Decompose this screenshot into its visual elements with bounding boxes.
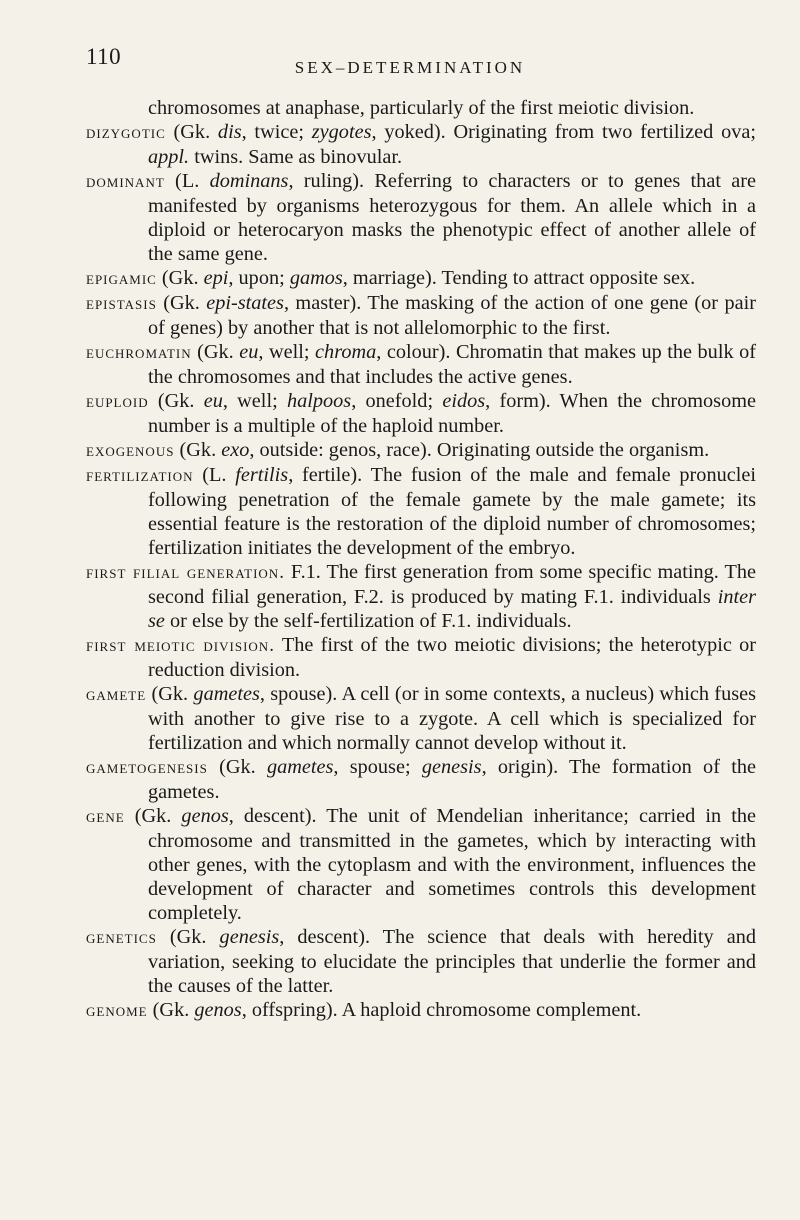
entry-italic-text: gametes [266, 756, 334, 778]
entry-term: fertilization [86, 465, 194, 486]
glossary-entry [86, 804, 756, 925]
entry-italic-text: eidos [442, 390, 486, 412]
glossary-entry [86, 755, 756, 804]
entry-text: (Gk. [191, 341, 240, 363]
glossary-entry [86, 463, 756, 560]
entry-text: (Gk. [165, 121, 218, 143]
glossary-entry [86, 925, 756, 998]
entry-text: (L. [193, 464, 236, 486]
entry-term: genome [86, 1000, 148, 1021]
glossary-entry [86, 560, 756, 633]
entry-italic-text: dominans [209, 170, 289, 192]
entry-text: , descent). The unit of Mendelian inheritance; carried in the chromosome and transmitted in the gametes, which by interacting with other genes, with the cytoplasm and with the environment, influences the development of character and sometimes controls this development completely. [148, 805, 756, 924]
glossary-body [86, 96, 756, 1023]
entry-italic-text: genos [181, 805, 229, 827]
page-number: 110 [86, 44, 122, 69]
glossary-entry [86, 291, 756, 340]
entry-term: dizygotic [86, 122, 166, 143]
entry-text: F.1. The first generation from some specific mating. The second filial generation, F.2. is produced by mating F.1. individuals [148, 561, 756, 608]
entry-italic-text: inter se [148, 586, 756, 632]
entry-text: , fertile). The fusion of the male and female pronuclei following penetration of the female gamete by the male gamete; its essential feature is the restoration of the diploid number of chromosomes; fertilization initiates the development of the embryo. [148, 464, 756, 559]
entry-italic-text: epi-states [206, 292, 284, 314]
entry-text: (Gk. [124, 805, 182, 827]
entry-text: The first of the two meiotic divisions; the heterotypic or reduction division. [148, 634, 756, 681]
entry-text: (Gk. [174, 439, 222, 461]
entry-italic-text: eu [239, 341, 259, 363]
glossary-entry [86, 389, 756, 438]
entry-text: twins. Same as binovular. [189, 146, 403, 168]
entry-text: , master). The masking of the action of one gene (or pair of genes) by another that is not allelomorphic to the first. [148, 292, 756, 339]
entry-italic-text: halpoos [286, 390, 352, 412]
glossary-entry [86, 169, 756, 266]
continuation-paragraph: chromosomes at anaphase, particularly of the first meiotic division. [148, 97, 695, 119]
glossary-entry [86, 340, 756, 389]
entry-term: first meiotic division. [86, 635, 275, 656]
entry-text: , well; [222, 390, 287, 412]
entry-italic-text: gamos [289, 267, 343, 289]
entry-text: , colour). Chromatin that makes up the bulk of the chromosomes and that includes the active genes. [148, 341, 756, 388]
entry-text: (Gk. [147, 999, 195, 1021]
entry-term: genetics [86, 927, 157, 948]
entry-term: euchromatin [86, 342, 192, 363]
entry-text: (Gk. [148, 390, 204, 412]
entry-term: exogenous [86, 440, 175, 461]
entry-italic-text: gametes [193, 683, 260, 705]
entry-italic-text: chroma [315, 341, 377, 363]
entry-italic-text: epi [203, 267, 229, 289]
entry-text: , spouse; [333, 756, 422, 778]
entry-text: , upon; [228, 267, 290, 289]
entry-text: , ruling). Referring to characters or to genes that are manifested by organisms heterozygous for them. An allele which in a diploid or heterocaryon masks the phenotypic effect of another allele of the same gene. [148, 170, 756, 265]
entry-text: , form). When the chromosome number is a multiple of the haploid number. [148, 390, 756, 437]
entry-italic-text: genesis [421, 756, 482, 778]
entry-text: (Gk. [156, 267, 204, 289]
entry-text: (Gk. [146, 683, 194, 705]
entry-text: , spouse). A cell (or in some contexts, a nucleus) which fuses with another to give rise to a zygote. A cell which is specialized for fertilization and which normally cannot develop without it. [148, 683, 756, 754]
entry-italic-text: dis [217, 121, 242, 143]
entry-term: gametogenesis [86, 757, 208, 778]
entry-term: gene [86, 806, 125, 827]
entry-italic-text: zygotes [311, 121, 372, 143]
glossary-entries [86, 120, 756, 1023]
entry-term: epistasis [86, 293, 157, 314]
glossary-entry [86, 682, 756, 755]
entry-text: (L. [164, 170, 210, 192]
entry-italic-text: eu [203, 390, 223, 412]
entry-term: dominant [86, 171, 165, 192]
glossary-entry [86, 120, 756, 169]
entry-term: first filial generation. [86, 562, 285, 583]
glossary-entry [86, 438, 756, 463]
entry-text: , twice; [241, 121, 312, 143]
entry-text: (Gk. [156, 292, 207, 314]
glossary-entry [86, 633, 756, 682]
entry-text: , outside: genos, race). Originating outside the organism. [249, 439, 710, 461]
entry-text: , onefold; [351, 390, 443, 412]
entry-text: , yoked). Originating from two fertilized ova; [371, 121, 757, 143]
entry-text: or else by the self-fertilization of F.1. individuals. [164, 610, 572, 632]
entry-italic-text: genos [194, 999, 242, 1021]
entry-term: epigamic [86, 268, 157, 289]
entry-text: , well; [258, 341, 316, 363]
entry-text: , marriage). Tending to attract opposite sex. [342, 267, 696, 289]
entry-italic-text: fertilis [235, 464, 289, 486]
entry-term: euploid [86, 391, 149, 412]
entry-text: , offspring). A haploid chromosome complement. [241, 999, 642, 1021]
entry-italic-text: exo [221, 439, 250, 461]
entry-term: gamete [86, 684, 147, 705]
entry-italic-text: genesis [219, 926, 280, 948]
running-head: SEX–DETERMINATION [294, 58, 526, 77]
entry-text: (Gk. [156, 926, 220, 948]
entry-text: , origin). The formation of the gametes. [148, 756, 756, 803]
entry-italic-text: appl. [148, 146, 190, 168]
glossary-entry [86, 266, 756, 291]
entry-text: (Gk. [207, 756, 267, 778]
entry-text: , descent). The science that deals with heredity and variation, seeking to elucidate the principles that underlie the former and the causes of the latter. [148, 926, 756, 997]
glossary-entry [86, 998, 756, 1023]
